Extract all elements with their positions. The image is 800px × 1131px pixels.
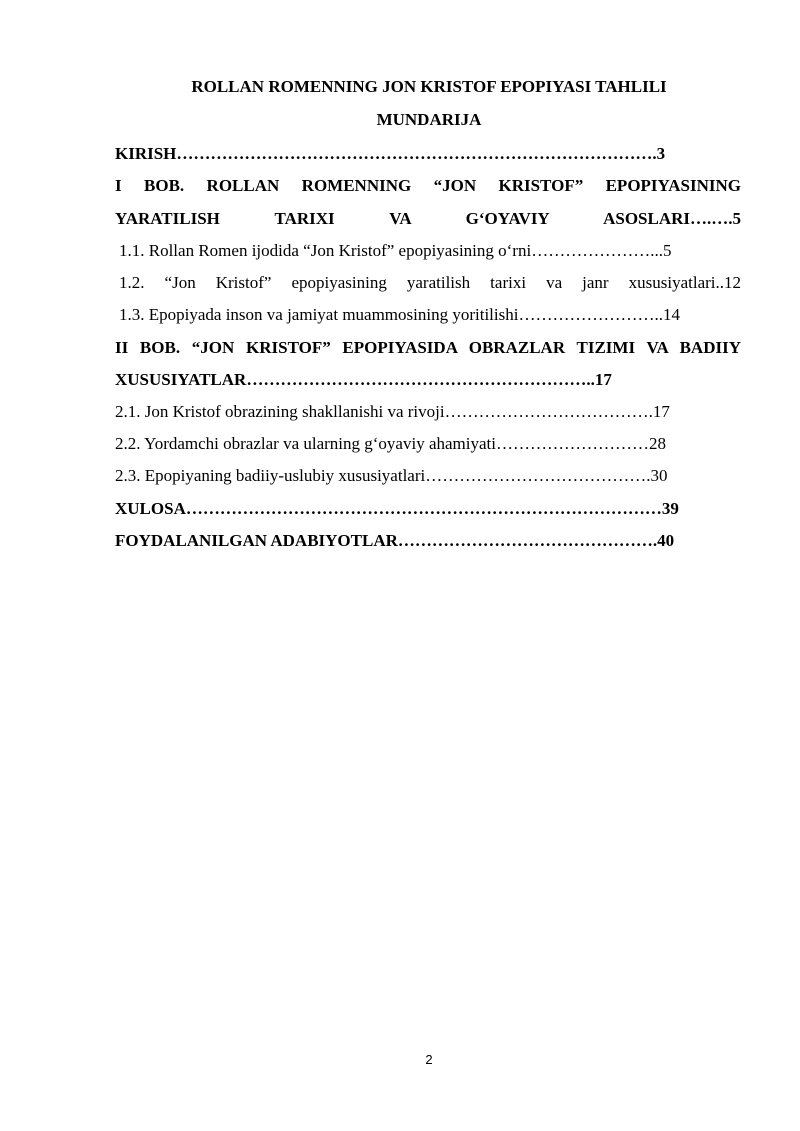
toc-entry-adabiyotlar: FOYDALANILGAN ADABIYOTLAR……………………………………….40 xyxy=(115,531,675,550)
toc-section-1-2: 1.2. “Jon Kristof” epopiyasining yaratilish tarixi va janr xususiyatlari..12 xyxy=(119,273,741,292)
toc-chapter-1-line1: I BOB. ROLLAN ROMENNING “JON KRISTOF” EPOPIYASINING xyxy=(115,176,741,195)
toc-heading: MUNDARIJA xyxy=(376,110,482,129)
toc-chapter-1-line2: YARATILISH TARIXI VA G‘OYAVIY ASOSLARI….….5 xyxy=(115,209,741,228)
toc-section-2-3: 2.3. Epopiyaning badiiy-uslubiy xususiyatlari………………………………….30 xyxy=(115,466,668,485)
toc-section-1-3: 1.3. Epopiyada inson va jamiyat muammosining yoritilishi……………………..14 xyxy=(119,305,680,324)
toc-section-2-2: 2.2. Yordamchi obrazlar va ularning g‘oyaviy ahamiyati………………………28 xyxy=(115,434,666,453)
toc-entry-xulosa: XULOSA…………………………………………………………………………39 xyxy=(115,499,679,518)
toc-chapter-2-line1: II BOB. “JON KRISTOF” EPOPIYASIDA OBRAZLAR TIZIMI VA BADIIY xyxy=(115,338,741,357)
toc-entry-kirish: KIRISH………………………………………………………………………….3 xyxy=(115,144,666,163)
toc-chapter-2-line2: XUSUSIYATLAR……………………………………………………..17 xyxy=(115,370,612,389)
toc-section-1-1: 1.1. Rollan Romen ijodida “Jon Kristof” epopiyasining o‘rni…………………...5 xyxy=(119,241,672,260)
document-title: ROLLAN ROMENNING JON KRISTOF EPOPIYASI TAHLILI xyxy=(191,77,667,96)
toc-section-2-1: 2.1. Jon Kristof obrazining shakllanishi va rivoji……………………………….17 xyxy=(115,402,670,421)
page-number: 2 xyxy=(425,1052,433,1067)
